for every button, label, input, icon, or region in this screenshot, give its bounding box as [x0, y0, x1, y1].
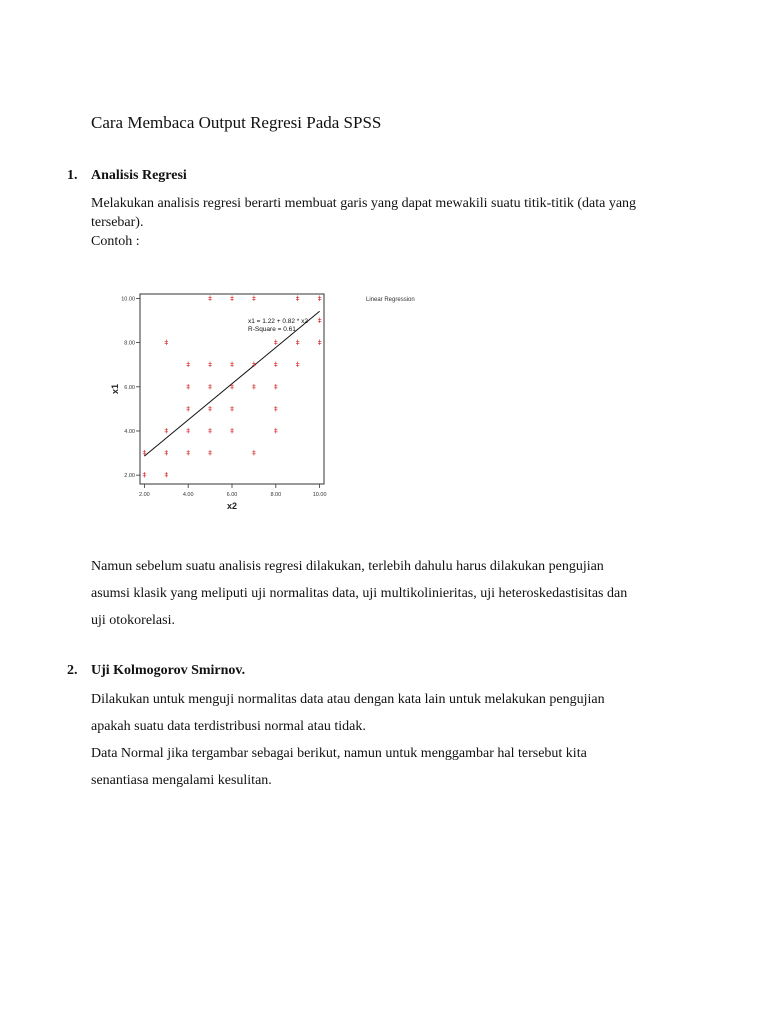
page-title: Cara Membaca Output Regresi Pada SPSS	[91, 113, 382, 132]
example-label: Contoh :	[91, 234, 140, 249]
y-tick-label: 2.00	[124, 473, 135, 480]
section-2-paragraph-line-3: Data Normal jika tergambar sebagai berikut, namun untuk menggambar hal tersebut kita	[91, 746, 587, 761]
scatter-point: ǂ	[208, 450, 213, 458]
scatter-point: ǂ	[142, 450, 147, 458]
y-tick-label: 8.00	[124, 340, 135, 347]
regression-equation: x1 = 1.22 + 0.82 * x2	[248, 318, 308, 325]
scatter-point: ǂ	[208, 428, 213, 436]
scatter-point: ǂ	[273, 340, 278, 348]
scatter-point: ǂ	[164, 428, 169, 436]
x-tick-label: 6.00	[226, 492, 238, 498]
scatter-point: ǂ	[251, 384, 256, 392]
section-2-heading: Uji Kolmogorov Smirnov.	[91, 663, 246, 678]
scatter-point: ǂ	[208, 295, 213, 303]
section-2-paragraph-line-4: senantiasa mengalami kesulitan.	[91, 773, 272, 788]
y-tick-label: 10.00	[121, 296, 135, 303]
scatter-point: ǂ	[229, 406, 235, 414]
scatter-point: ǂ	[273, 406, 278, 414]
scatter-point: ǂ	[317, 295, 322, 303]
section-2-number: 2.	[67, 663, 78, 678]
x-axis-label: x2	[226, 501, 238, 511]
x-tick-label: 2.00	[139, 492, 150, 498]
section-1-heading: Analisis Regresi	[91, 168, 187, 183]
scatter-point: ǂ	[186, 406, 191, 414]
scatter-point: ǂ	[295, 295, 300, 303]
assumption-paragraph-line-1: Namun sebelum suatu analisis regresi dilakukan, terlebih dahulu harus dilakukan pengujian	[91, 559, 604, 574]
scatter-point: ǂ	[229, 428, 235, 436]
scatter-point: ǂ	[295, 362, 300, 370]
regression-scatter-chart	[108, 282, 448, 517]
scatter-point: ǂ	[229, 295, 235, 303]
r-square-label: R-Square = 0.61	[248, 326, 296, 333]
section-2-paragraph-line-1: Dilakukan untuk menguji normalitas data atau dengan kata lain untuk melakukan pengujian	[91, 692, 605, 707]
scatter-point: ǂ	[164, 450, 169, 458]
y-tick-label: 4.00	[124, 428, 135, 435]
scatter-point: ǂ	[229, 384, 235, 392]
scatter-point: ǂ	[164, 472, 169, 480]
y-tick-label: 6.00	[124, 384, 135, 391]
scatter-point: ǂ	[317, 318, 322, 326]
scatter-point: ǂ	[251, 450, 256, 458]
scatter-point: ǂ	[273, 362, 278, 370]
y-axis-label: x1	[110, 383, 120, 395]
x-tick-label: 8.00	[270, 492, 282, 498]
scatter-point: ǂ	[229, 362, 235, 370]
legend-label: Linear Regression	[366, 297, 415, 303]
scatter-point: ǂ	[208, 362, 213, 370]
section-1-paragraph-line-1: Melakukan analisis regresi berarti membuat garis yang dapat mewakili suatu titik-titik (data yang	[91, 196, 637, 211]
assumption-paragraph-line-3: uji otokorelasi.	[91, 613, 175, 628]
scatter-point: ǂ	[208, 384, 213, 392]
x-tick-label: 4.00	[182, 492, 194, 498]
scatter-point: ǂ	[273, 384, 278, 392]
scatter-point: ǂ	[317, 340, 322, 348]
scatter-point: ǂ	[295, 340, 300, 348]
scatter-point: ǂ	[186, 362, 191, 370]
scatter-point: ǂ	[142, 472, 147, 480]
scatter-point: ǂ	[186, 450, 191, 458]
x-tick-label: 10.00	[312, 492, 327, 498]
assumption-paragraph-line-2: asumsi klasik yang meliputi uji normalitas data, uji multikolinieritas, uji heteroskedastisitas dan	[91, 586, 628, 601]
scatter-point: ǂ	[208, 406, 213, 414]
scatter-point: ǂ	[186, 428, 191, 436]
section-1-number: 1.	[67, 168, 78, 183]
scatter-point: ǂ	[273, 428, 278, 436]
section-1-paragraph-line-2: tersebar).	[91, 215, 144, 230]
section-2-paragraph-line-2: apakah suatu data terdistribusi normal atau tidak.	[91, 719, 366, 734]
scatter-point: ǂ	[251, 295, 256, 303]
scatter-point: ǂ	[164, 340, 169, 348]
scatter-point: ǂ	[251, 362, 256, 370]
scatter-point: ǂ	[186, 384, 191, 392]
